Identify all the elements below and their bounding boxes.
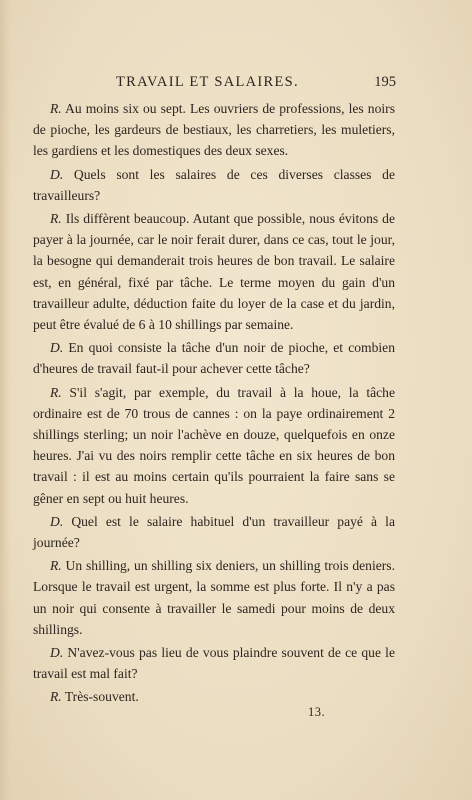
speaker-label: D. — [50, 513, 64, 529]
paragraph-text: Quels sont les salaires de ces diverses classes de travailleurs? — [33, 166, 395, 203]
paragraph-text: N'avez-vous pas lieu de vous plaindre souvent de ce que le travail est mal fait? — [33, 645, 395, 682]
speaker-label: R. — [50, 384, 62, 400]
paragraph — [33, 555, 395, 640]
paragraph — [33, 382, 395, 509]
page-header — [34, 74, 396, 94]
paragraph-text: Ils diffèrent beaucoup. Autant que possible, nous évitons de payer à la journée, car le noir ferait durer, dans ce cas, tout le jour, la besogne qui demanderait trois heures de bon travail. Le salaire est, en général, fixé par tâche. Le terme moyen du gain d'un travailleur adulte, déduction faite du loyer de la case et du jardin, peut être évalué de 6 à 10 shillings par semaine. — [33, 211, 395, 333]
paragraph — [33, 98, 395, 162]
paragraph-text: S'il s'agit, par exemple, du travail à la houe, la tâche ordinaire est de 70 trous de cannes : on la paye ordinairement 2 shillings sterling; un noir l'achève en douze, quelquefois en onze heures. J'ai vu des noirs remplir cette tâche en six heures de bon travail : il est au moins certain qu'ils pourraient la faire sans se gêner en sept ou huit heures. — [33, 384, 395, 506]
page-number: 195 — [374, 74, 396, 90]
paragraph-text: Un shilling, un shilling six deniers, un shilling trois deniers. Lorsque le travail est urgent, la somme est plus forte. Il n'y a pas un noir qui consente à travailler le samedi pour moins de deux shillings. — [33, 558, 395, 637]
paragraph-text: Quel est le salaire habituel d'un travailleur payé à la journée? — [33, 513, 395, 551]
paragraph-text: Très-souvent. — [61, 689, 139, 705]
page-edge-shadow — [0, 0, 10, 800]
speaker-label: D. — [50, 645, 64, 661]
paragraph — [33, 686, 395, 707]
paragraph — [33, 208, 395, 335]
speaker-label: R. — [50, 558, 62, 574]
speaker-label: D. — [50, 166, 64, 182]
paragraph-text: Au moins six ou sept. Les ouvriers de professions, les noirs de pioche, les gardeurs de bestiaux, les charretiers, les muletiers, les gardiens et les domestiques des deux sexes. — [33, 101, 395, 159]
paragraph-text: En quoi consiste la tâche d'un noir de pioche, et combien d'heures de travail faut-il pour achever cette tâche? — [33, 340, 395, 377]
paragraph — [33, 511, 395, 553]
speaker-label: R. — [50, 101, 62, 116]
body-text — [33, 98, 395, 710]
paragraph — [33, 642, 395, 684]
speaker-label: R. — [50, 211, 62, 227]
paragraph — [33, 337, 395, 379]
speaker-label: D. — [50, 340, 64, 356]
signature-mark: 13. — [308, 705, 326, 719]
paragraph — [33, 164, 395, 206]
running-title: TRAVAIL ET SALAIRES. — [116, 74, 299, 90]
speaker-label: R. — [50, 689, 62, 705]
